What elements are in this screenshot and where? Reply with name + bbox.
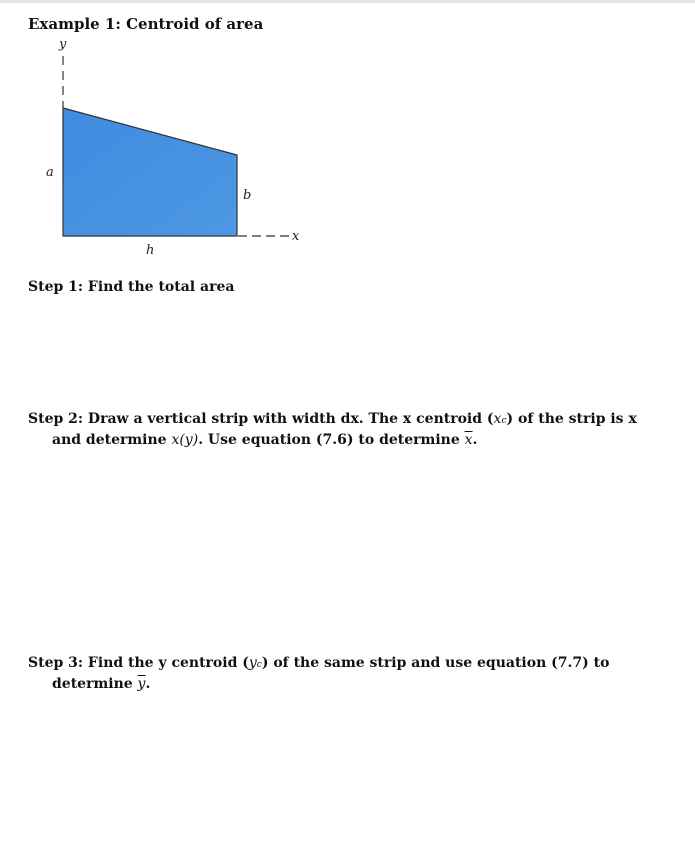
- step-3-part3: determine: [52, 676, 138, 692]
- trapezoid-figure: [0, 0, 695, 275]
- step-2-part1: Step 2: Draw a vertical strip with width dx. The x centroid (: [28, 411, 494, 427]
- step-2-line2: [28, 431, 688, 450]
- base-h-label: h: [146, 243, 155, 258]
- side-a-label: a: [46, 165, 54, 180]
- yc-subscript: c: [256, 660, 262, 670]
- xc-subscript: c: [501, 416, 507, 426]
- step-3-part2: ) of the same strip and use equation (7.7) to: [261, 655, 610, 671]
- step-2-part4: . Use equation (7.6) to determine: [198, 432, 465, 448]
- y-axis-label: y: [59, 37, 67, 52]
- step-3-part1: Step 3: Find the y centroid (: [28, 655, 249, 671]
- trapezoid-area: [63, 108, 237, 236]
- step-2-part2: ) of the strip is x: [506, 411, 637, 427]
- page-title: Example 1: Centroid of area: [28, 15, 264, 33]
- step-2-part5: .: [472, 432, 478, 448]
- xc-variable: x: [493, 411, 502, 427]
- step-3-part4: .: [145, 676, 151, 692]
- yc-variable: y: [248, 655, 257, 671]
- step-3-line2: [28, 675, 688, 694]
- x-bar-symbol: $\overline{x}$: [464, 432, 473, 448]
- step-1-text: Step 1: Find the total area: [28, 279, 235, 295]
- y-bar-symbol: $\overline{y}$: [137, 676, 146, 692]
- x-of-y-function: x(y): [171, 432, 199, 448]
- step-3-block: [28, 654, 688, 694]
- side-b-label: b: [243, 188, 252, 203]
- x-axis-label: x: [292, 229, 300, 244]
- step-2-part3: and determine: [52, 432, 172, 448]
- step-2-block: [28, 410, 688, 450]
